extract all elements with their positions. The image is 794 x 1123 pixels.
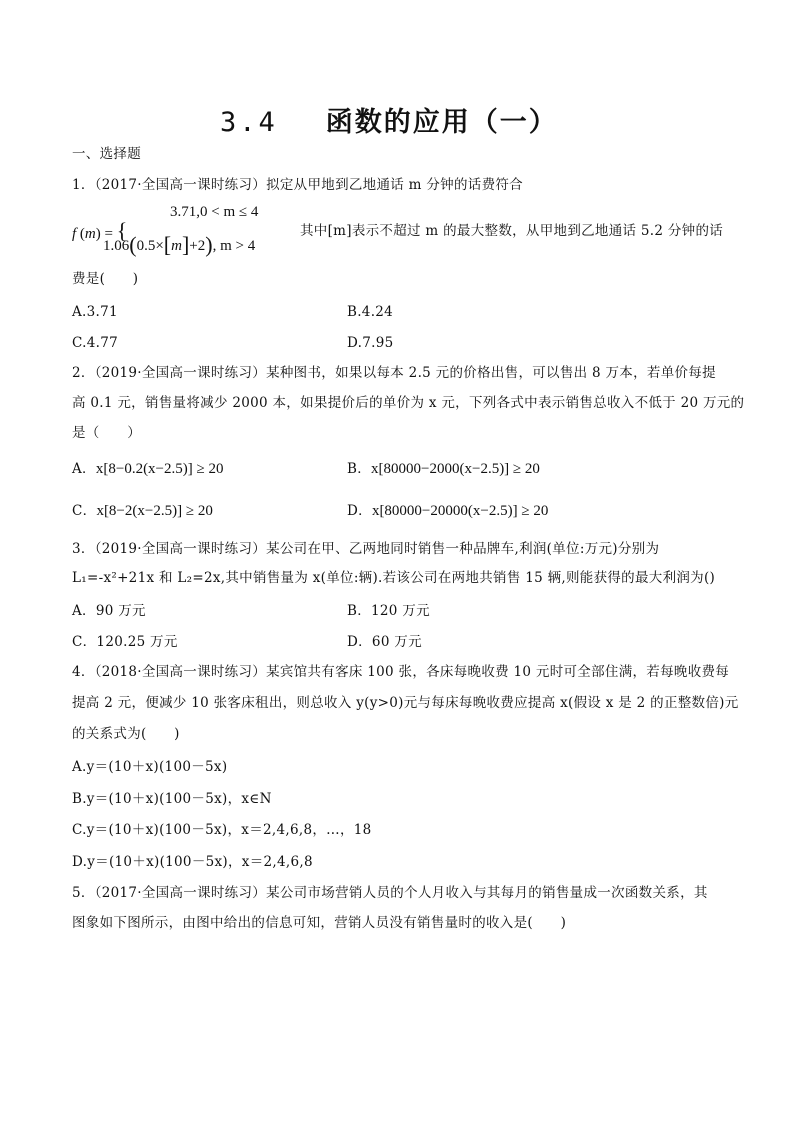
q2-line-2: 高 0.1 元，销售量将减少 2000 本，如果提价后的单价为 x 元，下列各式中表示销售总收入不低于 20 万元的	[72, 395, 745, 411]
q1-option-b[interactable]: B.4.24	[347, 304, 394, 320]
q2-option-d[interactable]: D．x[80000−20000(x−2.5)] ≥ 20	[347, 503, 549, 519]
q1-prefix: 1．（2017·全国高一课时练习）拟定从甲地到乙地通话 m 分钟的话费符合	[72, 177, 523, 193]
q4-line-3: 的关系式为( )	[72, 726, 180, 742]
title-text: 函数的应用（一）	[325, 107, 558, 138]
q1-description: 其中[m]表示不超过 m 的最大整数，从甲地到乙地通话 5.2 分钟的话	[300, 223, 724, 239]
q1-stem-end: 费是( )	[72, 271, 139, 287]
title-number: 3.4	[220, 107, 278, 138]
q1-option-c[interactable]: C.4.77	[72, 335, 118, 351]
q3-option-a[interactable]: A．90 万元	[72, 603, 146, 619]
q2-option-b[interactable]: B．x[80000−2000(x−2.5)] ≥ 20	[347, 461, 540, 477]
q4-line-1: 4．（2018·全国高一课时练习）某宾馆共有客床 100 张，各床每晚收费 10 元时可全部住满，若每晚收费每	[72, 664, 730, 680]
q5-line-1: 5．（2017·全国高一课时练习）某公司市场营销人员的个人月收入与其每月的销售量成一次函数关系，其	[72, 885, 708, 901]
q5-line-2: 图象如下图所示，由图中给出的信息可知，营销人员没有销售量时的收入是( )	[72, 915, 567, 931]
q1-option-d[interactable]: D.7.95	[347, 335, 394, 351]
q4-option-c[interactable]: C.y＝(10＋x)(100－5x)，x＝2,4,6,8，…，18	[72, 822, 372, 838]
q2-option-c[interactable]: C．x[8−2(x−2.5)] ≥ 20	[72, 503, 213, 519]
q2-line-1: 2．（2019·全国高一课时练习）某种图书，如果以每本 2.5 元的价格出售，可以售出 8 万本，若单价每提	[72, 365, 716, 381]
section-heading: 一、选择题	[72, 146, 141, 162]
q3-line-1: 3．（2019·全国高一课时练习）某公司在甲、乙两地同时销售一种品牌车,利润(单位:万元)分别为	[72, 541, 660, 557]
q3-option-b[interactable]: B．120 万元	[347, 603, 430, 619]
page-title	[220, 100, 558, 139]
q2-line-3: 是（ ）	[72, 425, 141, 441]
q4-line-2: 提高 2 元，便减少 10 张客床租出，则总收入 y(y>0)元与每床每晚收费应提高 x(假设 x 是 2 的正整数倍)元	[72, 695, 739, 711]
q1-option-a[interactable]: A.3.71	[72, 304, 118, 320]
q2-option-a[interactable]: A．x[8−0.2(x−2.5)] ≥ 20	[72, 461, 224, 477]
q1-piece-2: 1.06(0.5×[m]+2), m > 4	[103, 232, 256, 257]
q3-option-c[interactable]: C．120.25 万元	[72, 634, 178, 650]
q4-option-d[interactable]: D.y＝(10＋x)(100－5x)，x＝2,4,6,8	[72, 854, 313, 870]
q1-piece-1: 3.71,0 < m ≤ 4	[170, 204, 259, 220]
q4-option-b[interactable]: B.y＝(10＋x)(100－5x)，x∈N	[72, 791, 272, 807]
q3-line-2: L₁=-x²+21x 和 L₂=2x,其中销售量为 x(单位:辆).若该公司在两地共销售 15 辆,则能获得的最大利润为()	[72, 570, 716, 586]
q4-option-a[interactable]: A.y＝(10＋x)(100－5x)	[72, 759, 228, 775]
q1-function-label: f (m) = {	[72, 218, 128, 243]
q3-option-d[interactable]: D．60 万元	[347, 634, 422, 650]
